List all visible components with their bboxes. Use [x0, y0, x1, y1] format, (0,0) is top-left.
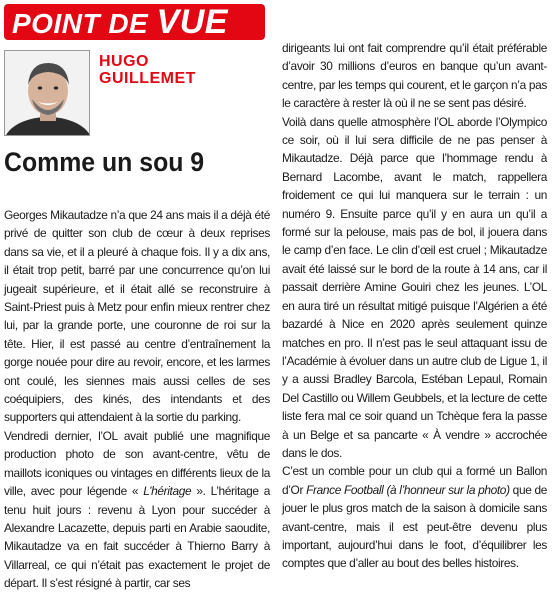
paragraph-text: C’est un comble pour un club qui a formé un Ballon d’Or	[282, 464, 547, 497]
banner-label: POINT DE	[12, 8, 149, 39]
paragraph	[4, 427, 270, 593]
paragraph: Georges Mikautadze n’a que 24 ans mais il a déjà été privé de quitter son club de cœur à deux reprises dans sa vie, et il a pleuré à chaque fois. Il y a dix ans, il était trop petit, barré par une concurrence qu’on lui jugeait supérieure, et il était allé se reconstruire à Saint-Priest puis à Metz pour enfin mieux rentrer chez lui, par la grande porte, une couronne de roi sur la tête. Hier, il est passé au centre d’entraînement la gorge nouée pour dire au revoir, encore, et les larmes ont coulé, les siennes mais aussi celles de ses coéquipiers, des kinés, des intendants et des supporters qui attendaient à la sortie du parking.	[4, 208, 270, 425]
paragraph: Voilà dans quelle atmosphère l’OL aborde l’Olympico ce soir, où il lui sera difficile de ne pas penser à Mikautadze. Déjà parce que l’hommage rendu à Bernard Lacombe, avant le match, rappellera froidement ce qui lui manquera sur le terrain : un numéro 9. Ensuite parce qu’il y en aura un qu’il a formé sur la pelouse, mais pas de bol, il jouera dans le camp d’en face. Le clin d’œil est cruel ; Mikautadze avait été laissé sur le bord de la route à 14 ans, car il passait derrière Amine Gouiri chez les jeunes. L’OL en aura tiré un résultat mitigé puisque l’Algérien a été bazardé à Nice en 2020 après seulement quinze matches en pro. Il n’est pas le seul attaquant issu de l’Académie à évoluer dans un autre club de Ligue 1, il y a aussi Bradley Barcola, Estéban Lepaul, Romain Del Castillo ou Willem Geubbels, et la lecture de cette liste fera mal ce soir quand un Tchèque fera la passe à un Belge et sa pancarte « À vendre » accrochée dans le dos.	[282, 114, 547, 460]
paragraph-text: Vendredi dernier, l’OL avait publié une magnifique production photo de son avant-centre, vêtu de maillots iconiques ou vintages en différents lieux de la ville, avec pour légende «	[4, 428, 270, 499]
emphasis-text: France Football (à l’honneur sur la photo)	[306, 482, 510, 497]
paragraph-text: que de jouer le plus gros match de la saison à domicile sans avant-centre, mais il est peut-être devenu plus important, aujourd’hui dans le foot, d’équilibrer les comptes que d’aller au bout des belles histoires.	[282, 482, 547, 571]
author-portrait-icon	[4, 50, 90, 136]
banner-accent-label: VUE	[156, 4, 228, 40]
column-left	[4, 206, 270, 593]
paragraph: dirigeants lui ont fait comprendre qu’il était préférable d’avoir 30 millions d’euros en banque qu’un avant-centre, par les temps qui courent, et le garçon n’a pas le caractère à rester là où il ne se sent pas désiré.	[282, 41, 547, 111]
author-last-name: GUILLEMET	[99, 70, 196, 87]
article-title: Comme un sou 9	[4, 147, 205, 177]
paragraph	[282, 462, 547, 572]
section-banner	[4, 4, 265, 40]
emphasis-text: L’héritage	[138, 484, 197, 499]
paragraph-text: ». L’héritage a tenu huit jours : revenu à Lyon pour succéder à Alexandre Lacazette, depuis parti en Arabie saoudite, Mikautadze va en fait succéder à Thierno Barry à Villarreal, ce qui n’était pas exactement le projet de départ. Il s’est résigné à partir, car ses	[4, 484, 270, 591]
column-right	[282, 39, 547, 573]
author-byline	[99, 53, 269, 87]
author-first-name: HUGO	[99, 53, 149, 70]
